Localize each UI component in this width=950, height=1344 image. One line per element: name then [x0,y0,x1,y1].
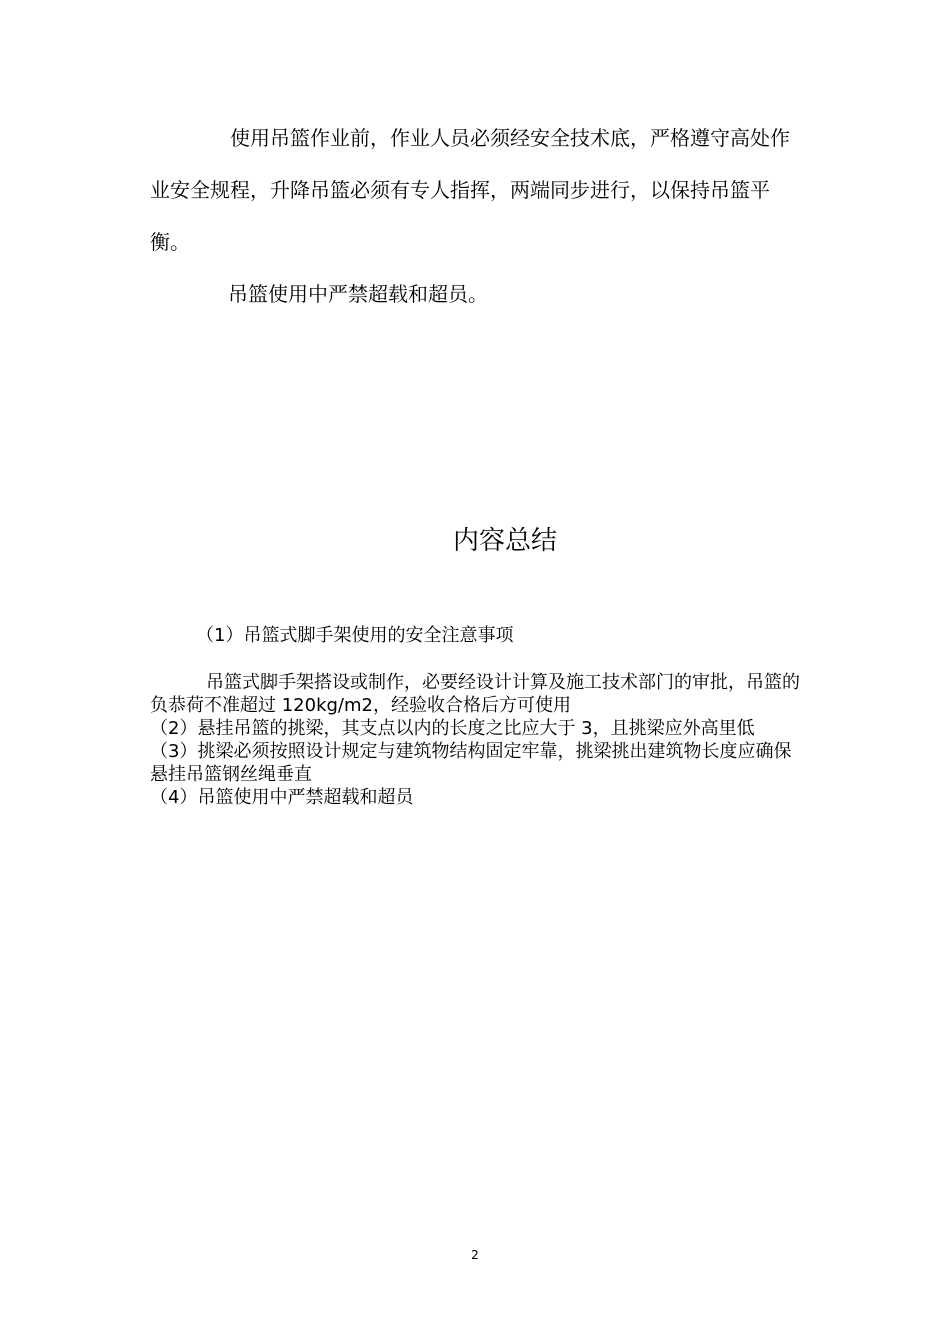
summary-item-4: （4）吊篮使用中严禁超载和超员 [150,787,414,808]
paragraph-safety-briefing: 使用吊篮作业前，作业人员必须经安全技术底，严格遵守高处作业安全规程，升降吊篮必须有专人指挥，两端同步进行，以保持吊篮平衡。 [150,126,790,254]
summary-item-1: 吊篮式脚手架搭设或制作，必要经设计计算及施工技术部门的审批，吊篮的负恭荷不准超过 120kg/m2，经验收合格后方可使用 [150,672,800,716]
summary-body [150,671,800,809]
summary-title: 内容总结 [452,526,557,556]
paragraph-no-overload: 吊篮使用中严禁超载和超员。 [228,282,488,306]
summary-item-2: （2）悬挂吊篮的挑梁，其支点以内的长度之比应大于 3，且挑梁应外高里低 [150,718,755,739]
summary-item-3: （3）挑梁必须按照设计规定与建筑物结构固定牢靠，挑梁挑出建筑物长度应确保悬挂吊篮钢丝绳垂直 [150,741,792,785]
page-number: 2 [471,1248,479,1262]
summary-heading: （1）吊篮式脚手架使用的安全注意事项 [196,625,514,646]
